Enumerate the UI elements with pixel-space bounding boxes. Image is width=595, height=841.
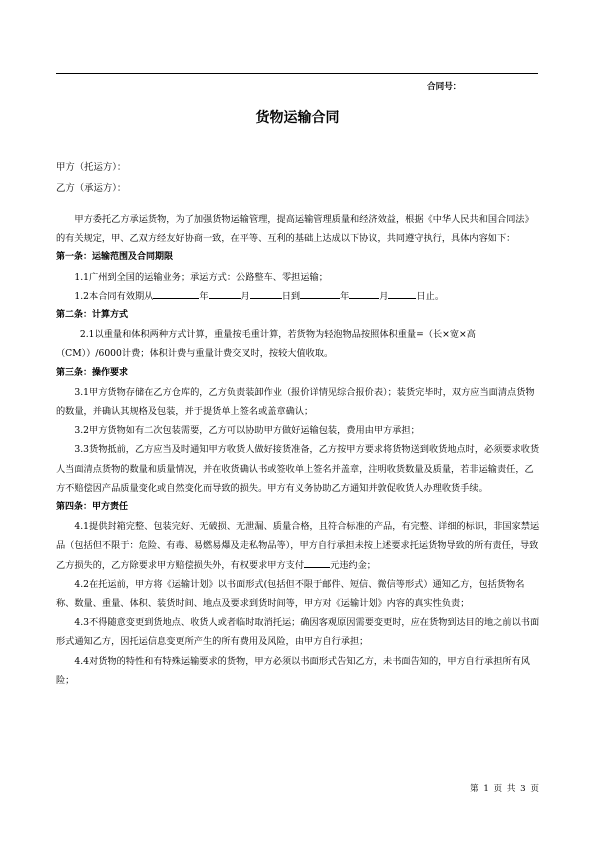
contract-body (56, 210, 540, 690)
day-to-label: 日到 (281, 290, 301, 302)
section-3-heading: 第三条：操作要求 (56, 367, 129, 378)
section-4-heading: 第四条：甲方责任 (56, 502, 129, 513)
end-month-blank[interactable] (349, 289, 379, 299)
clause-3-2: 3.2甲方货物如有二次包装需要，乙方可以协助甲方做好运输包装，费用由甲方承担； (74, 425, 420, 437)
start-day-blank[interactable] (250, 289, 282, 299)
clause-1-1: 1.1广州到全国的运输业务；承运方式：公路整车、零担运输； (74, 271, 328, 283)
party-b-label: 乙方（承运方）： (56, 183, 127, 194)
clause-4-1-text: 4.1提供封箱完整、包装完好、无破损、无泄漏、质量合格，且符合标准的产品，有完整、详细的标识，非国家禁运品（包括但不限于：危险、有毒、易燃易爆及走私物品等），甲方自行承担未按上述要求托运货物导致的所有责任，导致乙方损失的，乙方除要求甲方赔偿损失外，有权要求甲方支付 (56, 521, 540, 571)
clause-4-3: 4.3不得随意变更到货地点、收货人或者临时取消托运；确因客观原因需要变更时，应在货物到达目的地之前以书面形式通知乙方，因托运信息变更所产生的所有费用及风险，由甲方自行承担； (56, 617, 540, 648)
party-a-label: 甲方（托运方）： (56, 162, 127, 173)
preamble-paragraph: 甲方委托乙方承运货物，为了加强货物运输管理，提高运输管理质量和经济效益，根据《中华人民共和国合同法》的有关规定，甲、乙双方经友好协商一致，在平等、互利的基础上达成以下协议，共同遵守执行，具体内容如下： (56, 214, 534, 245)
page-number: 第 1 页 共 3 页 (470, 784, 539, 794)
year-label-2: 年 (340, 290, 350, 302)
month-label-2: 月 (379, 290, 389, 302)
clause-3-3: 3.3货物抵前，乙方应当及时通知甲方收货人做好接货准备，乙方按甲方要求将货物送到收货地点时，必须要求收货人当面清点货物的数量和质量情况，并在收货确认书或签收单上签名并盖章，注明收货数量及质量，若非运输责任，乙方不赔偿因产品质量变化或自然变化而导致的损失。甲方有义务协助乙方通知并敦促收货人办理收货手续。 (56, 444, 540, 494)
end-year-blank[interactable] (300, 289, 340, 299)
clause-4-4: 4.4对货物的特性和有特殊运输要求的货物，甲方必须以书面形式告知乙方，未书面告知的，甲方自行承担所有风险； (56, 655, 530, 686)
section-2-heading: 第二条：计算方式 (56, 310, 129, 321)
end-label: 日止。 (416, 290, 445, 302)
start-month-blank[interactable] (209, 289, 241, 299)
header-rule (56, 73, 538, 74)
clause-1-2-text: 1.2本合同有效期从 (74, 290, 154, 302)
clause-2-1: 2.1以重量和体积两种方式计算，重量按毛重计算，若货物为轻泡物品按照体积重量=（长×宽×高（CM））/6000计费；体积计费与重量计费交叉时，按较大值收取。 (56, 329, 476, 360)
clause-4-1-tail: 元违约金； (330, 559, 376, 571)
contract-number-label: 合同号： (427, 82, 462, 92)
month-label: 月 (240, 290, 250, 302)
clause-4-1 (56, 517, 540, 575)
year-label: 年 (199, 290, 209, 302)
document-title: 货物运输合同 (255, 110, 340, 126)
clause-1-2 (56, 287, 540, 306)
section-1-heading: 第一条：运输范围及合同期限 (56, 252, 174, 263)
start-year-blank[interactable] (153, 289, 199, 299)
clause-3-1: 3.1甲方货物存储在乙方仓库的，乙方负责装卸作业（报价详情见综合报价表）；装货完毕时，双方应当面清点货物的数量，并确认其规格及包装，并于提货单上签名或盖章确认； (56, 386, 535, 418)
clause-4-2: 4.2在托运前，甲方将《运输计划》以书面形式(包括但不限于邮件、短信、微信等形式）通知乙方，包括货物名称、数量、重量、体积、装货时间、地点及要求到货时间等，甲方对《运输计划》内容的真实性负责； (56, 578, 525, 610)
end-day-blank[interactable] (388, 289, 416, 299)
penalty-amount-blank[interactable] (304, 558, 330, 568)
